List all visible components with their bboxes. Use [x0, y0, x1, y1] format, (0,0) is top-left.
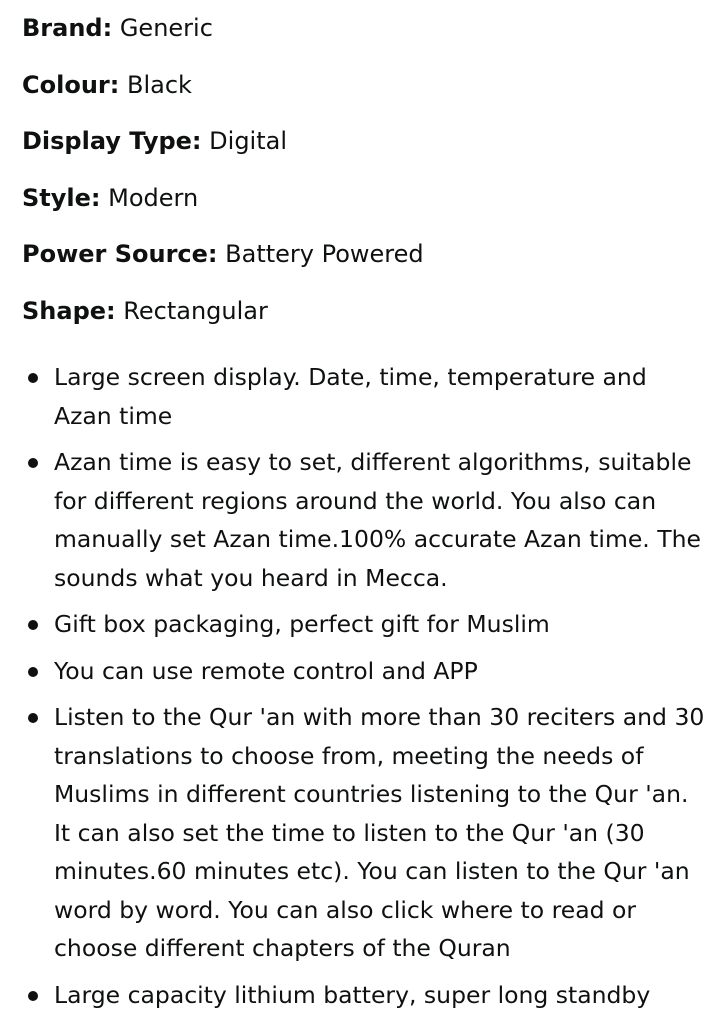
feature-bullet-list — [0, 358, 720, 1022]
feature-text: Large screen display. Date, time, temperature and Azan time — [54, 363, 647, 430]
spec-brand — [22, 10, 702, 67]
spec-style — [22, 180, 702, 237]
spec-value: Generic — [119, 14, 213, 42]
feature-text: Large capacity lithium battery, super long standby — [54, 980, 651, 1009]
spec-label: Power Source: — [22, 240, 218, 268]
spec-display-type — [22, 123, 702, 180]
feature-item — [0, 652, 720, 691]
spec-shape — [22, 293, 702, 350]
spec-colour — [22, 67, 702, 124]
feature-text: Gift box packaging, perfect gift for Muslim — [54, 610, 550, 638]
spec-value: Rectangular — [123, 296, 268, 325]
spec-value: Battery Powered — [225, 240, 424, 268]
spec-label: Style: — [22, 183, 101, 212]
spec-power-source — [22, 236, 702, 293]
spec-label: Brand: — [22, 14, 113, 42]
spec-value: Black — [126, 70, 192, 99]
feature-text: Listen to the Qur 'an with more than 30 reciters and 30 translations to choose from, meeting the needs of Muslims in different countries listening to the Qur 'an. It can also set the time to listen to the Qur 'an (30 minutes.60 minutes etc). You can listen to the Qur 'an word by word. You can also click where to read or choose different chapters of the Quran — [54, 703, 705, 962]
spec-label: Display Type: — [22, 127, 202, 155]
spec-value: Modern — [108, 183, 199, 212]
product-specifications — [22, 10, 702, 349]
bullet-icon — [28, 713, 38, 723]
bullet-icon — [28, 620, 38, 630]
spec-value: Digital — [209, 127, 288, 155]
feature-item — [0, 358, 720, 435]
spec-label: Shape: — [22, 296, 116, 325]
feature-item — [0, 605, 720, 644]
spec-label: Colour: — [22, 70, 120, 99]
bullet-icon — [28, 373, 38, 383]
bullet-icon — [28, 667, 38, 677]
bullet-icon — [28, 991, 38, 1001]
feature-text: You can use remote control and APP — [54, 656, 478, 685]
feature-item — [0, 976, 720, 1015]
bullet-icon — [28, 458, 38, 468]
feature-item — [0, 698, 720, 968]
feature-text: Azan time is easy to set, different algorithms, suitable for different regions around the world. You also can manually set Azan time.100% accurate Azan time. The sounds what you heard in Mecca. — [54, 448, 701, 592]
feature-item — [0, 443, 720, 597]
